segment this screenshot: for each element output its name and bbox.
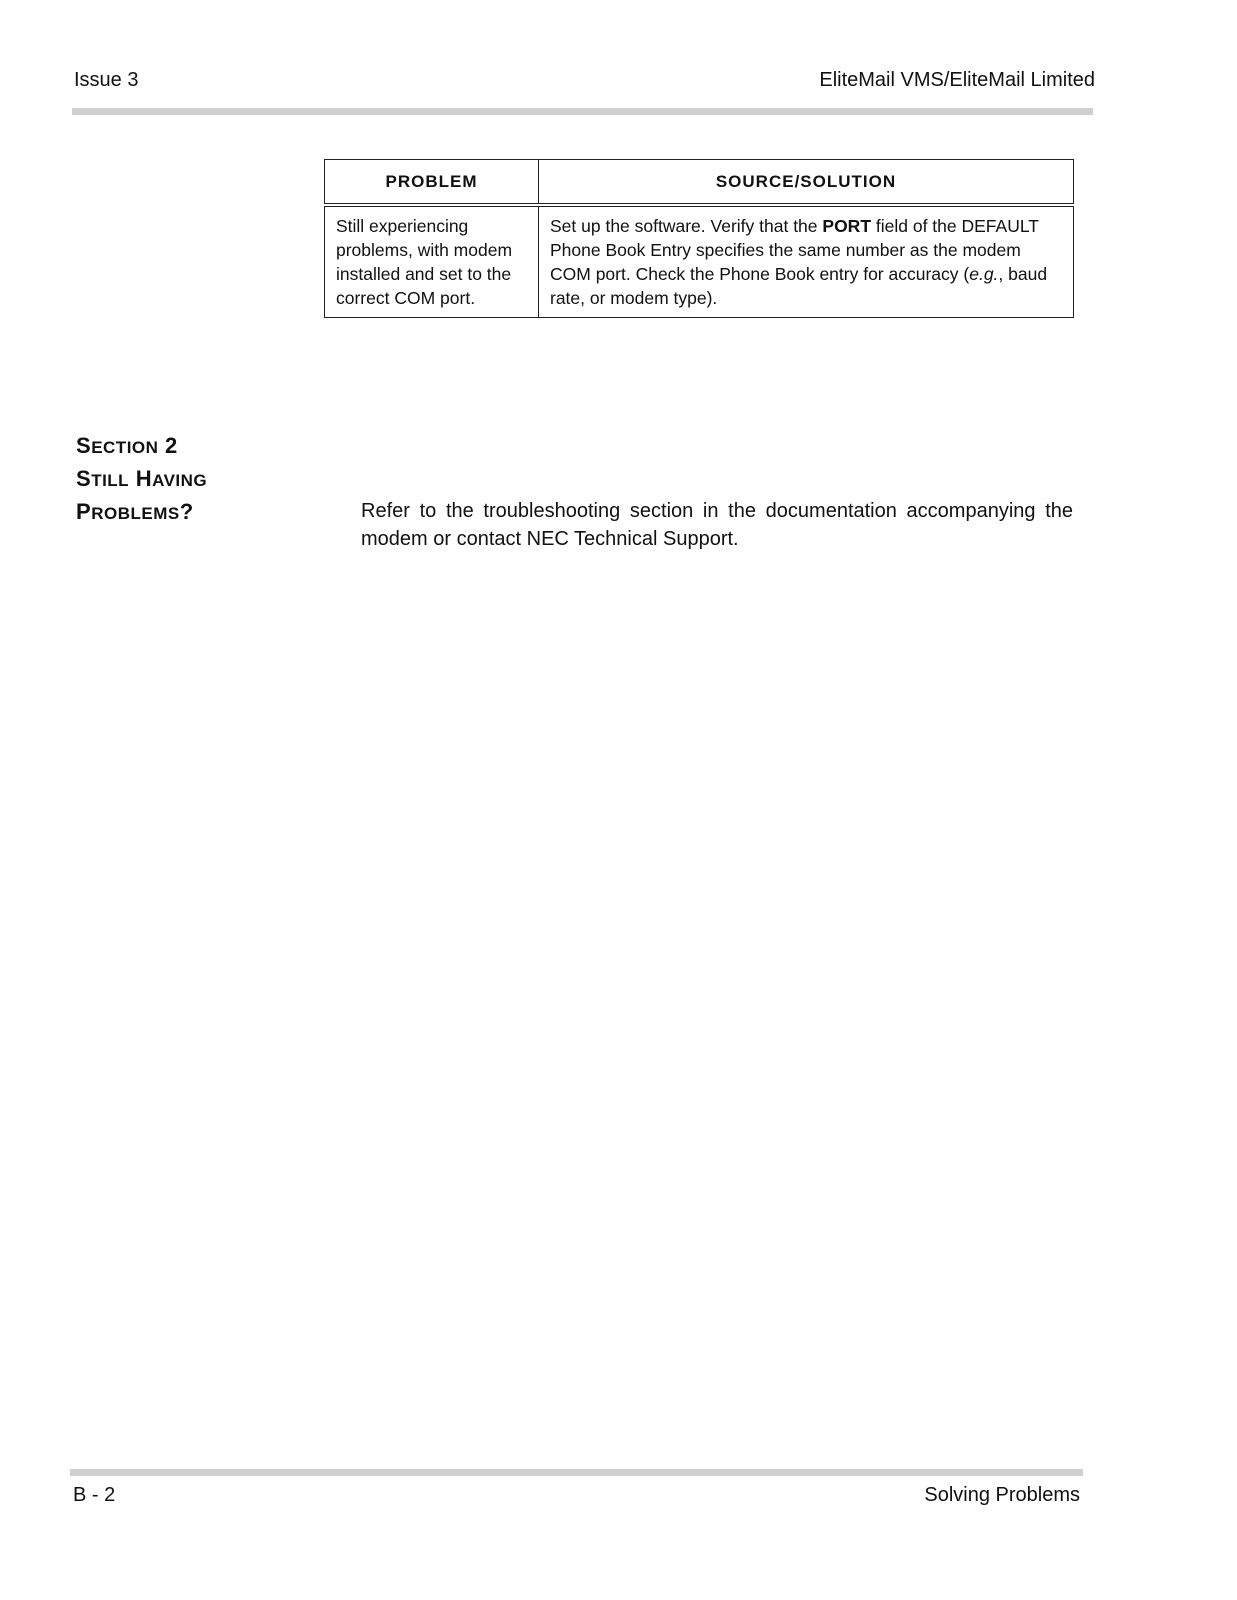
- solution-text: , baud rate, or modem type).: [550, 264, 1048, 308]
- section-heading-line: STILL HAVING: [76, 466, 208, 491]
- problem-cell: Still experiencing problems, with modem installed and set to the correct COM port.: [325, 205, 539, 318]
- solution-text: Set up the software. Verify that the: [550, 216, 823, 236]
- problem-solution-table: [324, 159, 1074, 318]
- column-header-problem: PROBLEM: [325, 160, 539, 206]
- page-number: B - 2: [73, 1484, 116, 1506]
- header-issue: Issue 3: [74, 69, 139, 91]
- solution-cell: [539, 205, 1074, 318]
- footer-chapter-title: Solving Problems: [924, 1484, 1080, 1506]
- footer-rule: [70, 1469, 1083, 1476]
- port-field-name: PORT: [822, 216, 872, 236]
- eg-abbreviation: e.g.: [969, 264, 999, 284]
- section-heading-line: PROBLEMS?: [76, 499, 194, 524]
- column-header-source-solution: SOURCE/SOLUTION: [539, 160, 1074, 206]
- solution-text: field of the DEFAULT Phone Book Entry specifies the same number as the modem COM port. Check the Phone Book entry for accuracy (: [550, 216, 1039, 284]
- section-heading-line: SECTION 2: [76, 433, 178, 458]
- table-header-row: [325, 160, 1074, 206]
- header-rule: [72, 108, 1093, 115]
- section-body-text: Refer to the troubleshooting section in the documentation accompanying the modem or contact NEC Technical Support.: [361, 500, 1073, 550]
- table-row: [325, 205, 1074, 318]
- section-heading: [76, 430, 207, 529]
- header-product-title: EliteMail VMS/EliteMail Limited: [819, 69, 1095, 91]
